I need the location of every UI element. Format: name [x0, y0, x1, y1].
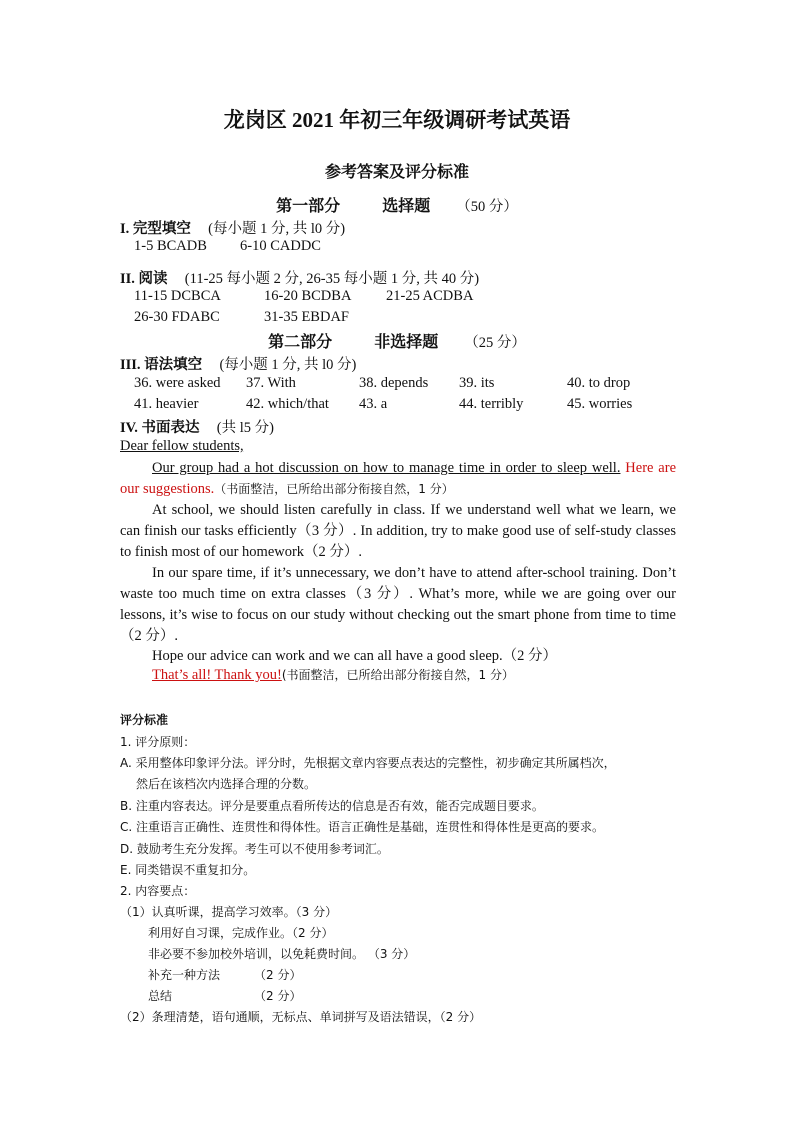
answer-43: 43. a [359, 396, 388, 412]
answer-41: 41. heavier [134, 396, 199, 412]
essay-paragraph-1 [120, 458, 676, 500]
answer-45: 45. worries [567, 396, 633, 412]
criteria-content-heading: 2. 内容要点： [120, 884, 196, 898]
page-title: 龙岗区 2021 年初三年级调研考试英语 [223, 108, 571, 132]
essay-paragraph-3: In our spare time, if it’s unnecessary, we don’t have to attend after-school training. Don’t waste too much time on extra classes（3 分）. What’s more, while we are going over our lessons, it’s wise to focus on our study without checking out the smart phone from time to time（2 分）. [120, 565, 676, 644]
answer-16-20: 16-20 BCDBA [264, 288, 352, 304]
answer-31-35: 31-35 EBDAF [264, 309, 349, 325]
part-one-score: （50 分） [456, 199, 518, 215]
essay-score-note-2: (书面整洁，已所给出部分衔接自然，1 分） [281, 668, 514, 682]
essay-paragraph-4: Hope our advice can work and we can all have a good sleep.（2 分） [152, 648, 558, 664]
section-four-title: IV. 书面表达 [120, 420, 200, 436]
section-two-note: (11-25 每小题 2 分, 26-35 每小题 1 分, 共 40 分) [184, 271, 480, 287]
essay-paragraph-2: At school, we should listen carefully in class. If we understand well what we learn, we can finish our tasks efficiently（3 分）. In addition, try to make good use of self-study classes to finish most of our homework（2 分）. [120, 502, 676, 560]
criteria-principle-c: C. 注重语言正确性、连贯性和得体性。语言正确性是基础，连贯性和得体性是更高的要求。 [120, 820, 605, 834]
answer-42: 42. which/that [246, 396, 329, 412]
part-one-type: 选择题 [382, 198, 431, 215]
section-three-heading [120, 353, 356, 374]
content-point-2: 利用好自习课，完成作业。（2 分） [148, 926, 334, 940]
content-point-1: （1）认真听课，提高学习效率。（3 分） [120, 905, 338, 919]
essay-given-sentence: Our group had a hot discussion on how to manage time in order to sleep well. [152, 460, 621, 476]
part-two-type: 非选择题 [374, 334, 439, 351]
section-one-title: I. 完型填空 [120, 221, 191, 237]
section-two-title: II. 阅读 [120, 271, 168, 287]
essay-red-sentence: Here are our suggestions. [120, 460, 677, 497]
answer-37: 37. With [246, 375, 296, 391]
section-three-note: (每小题 1 分, 共 l0 分) [219, 357, 357, 373]
criteria-title: 评分标准 [120, 713, 169, 727]
part-two-heading [0, 329, 794, 352]
answer-26-30: 26-30 FDABC [134, 309, 220, 325]
part-two-score: （25 分） [464, 335, 526, 351]
section-one-note: (每小题 1 分, 共 l0 分) [208, 221, 346, 237]
essay-closing: That’s all! Thank you! [152, 667, 282, 683]
section-three-title: III. 语法填空 [120, 357, 203, 373]
content-point-4: 补充一种方法 [148, 968, 221, 982]
criteria-principle-b: B. 注重内容表达。评分是要重点看所传达的信息是否有效，能否完成题目要求。 [120, 799, 544, 813]
answer-6-10: 6-10 CADDC [240, 238, 321, 254]
answer-11-15: 11-15 DCBCA [134, 288, 221, 304]
section-four-heading [120, 416, 274, 437]
criteria-principle-a-cont: 然后在该档次内选择合理的分数。 [136, 777, 317, 791]
answer-1-5: 1-5 BCADB [134, 238, 207, 254]
answer-38: 38. depends [359, 375, 429, 391]
content-point-3: 非必要不参加校外培训，以免耗费时间。 （3 分） [148, 947, 416, 961]
answer-21-25: 21-25 ACDBA [386, 288, 474, 304]
criteria-principle-e: E. 同类错误不重复扣分。 [120, 863, 256, 877]
answer-44: 44. terribly [459, 396, 524, 412]
essay-closing-line [152, 666, 514, 684]
section-two-heading [120, 267, 479, 288]
answer-39: 39. its [459, 375, 495, 391]
part-two-name: 第二部分 [268, 334, 333, 351]
criteria-principle-a: A. 采用整体印象评分法。评分时，先根据文章内容要点表达的完整性，初步确定其所属档次， [120, 756, 616, 770]
part-one-heading [0, 193, 794, 216]
content-point-6: （2）条理清楚，语句通顺，无标点、单词拼写及语法错误，（2 分） [120, 1010, 482, 1024]
content-point-5-score: （2 分） [254, 989, 302, 1003]
essay-score-note-1: （书面整洁，已所给出部分衔接自然，1 分） [214, 482, 454, 496]
criteria-principle-d: D. 鼓励考生充分发挥。考生可以不使用参考词汇。 [120, 842, 389, 856]
part-one-name: 第一部分 [276, 198, 341, 215]
answer-40: 40. to drop [567, 375, 631, 391]
criteria-principle-heading: 1. 评分原则： [120, 735, 196, 749]
answer-36: 36. were asked [134, 375, 221, 391]
content-point-4-score: （2 分） [254, 968, 302, 982]
essay-greeting: Dear fellow students, [120, 438, 244, 454]
section-four-note: (共 l5 分) [216, 420, 274, 436]
page-subtitle: 参考答案及评分标准 [324, 164, 469, 181]
content-point-5: 总结 [148, 989, 173, 1003]
section-one-heading [120, 217, 345, 238]
